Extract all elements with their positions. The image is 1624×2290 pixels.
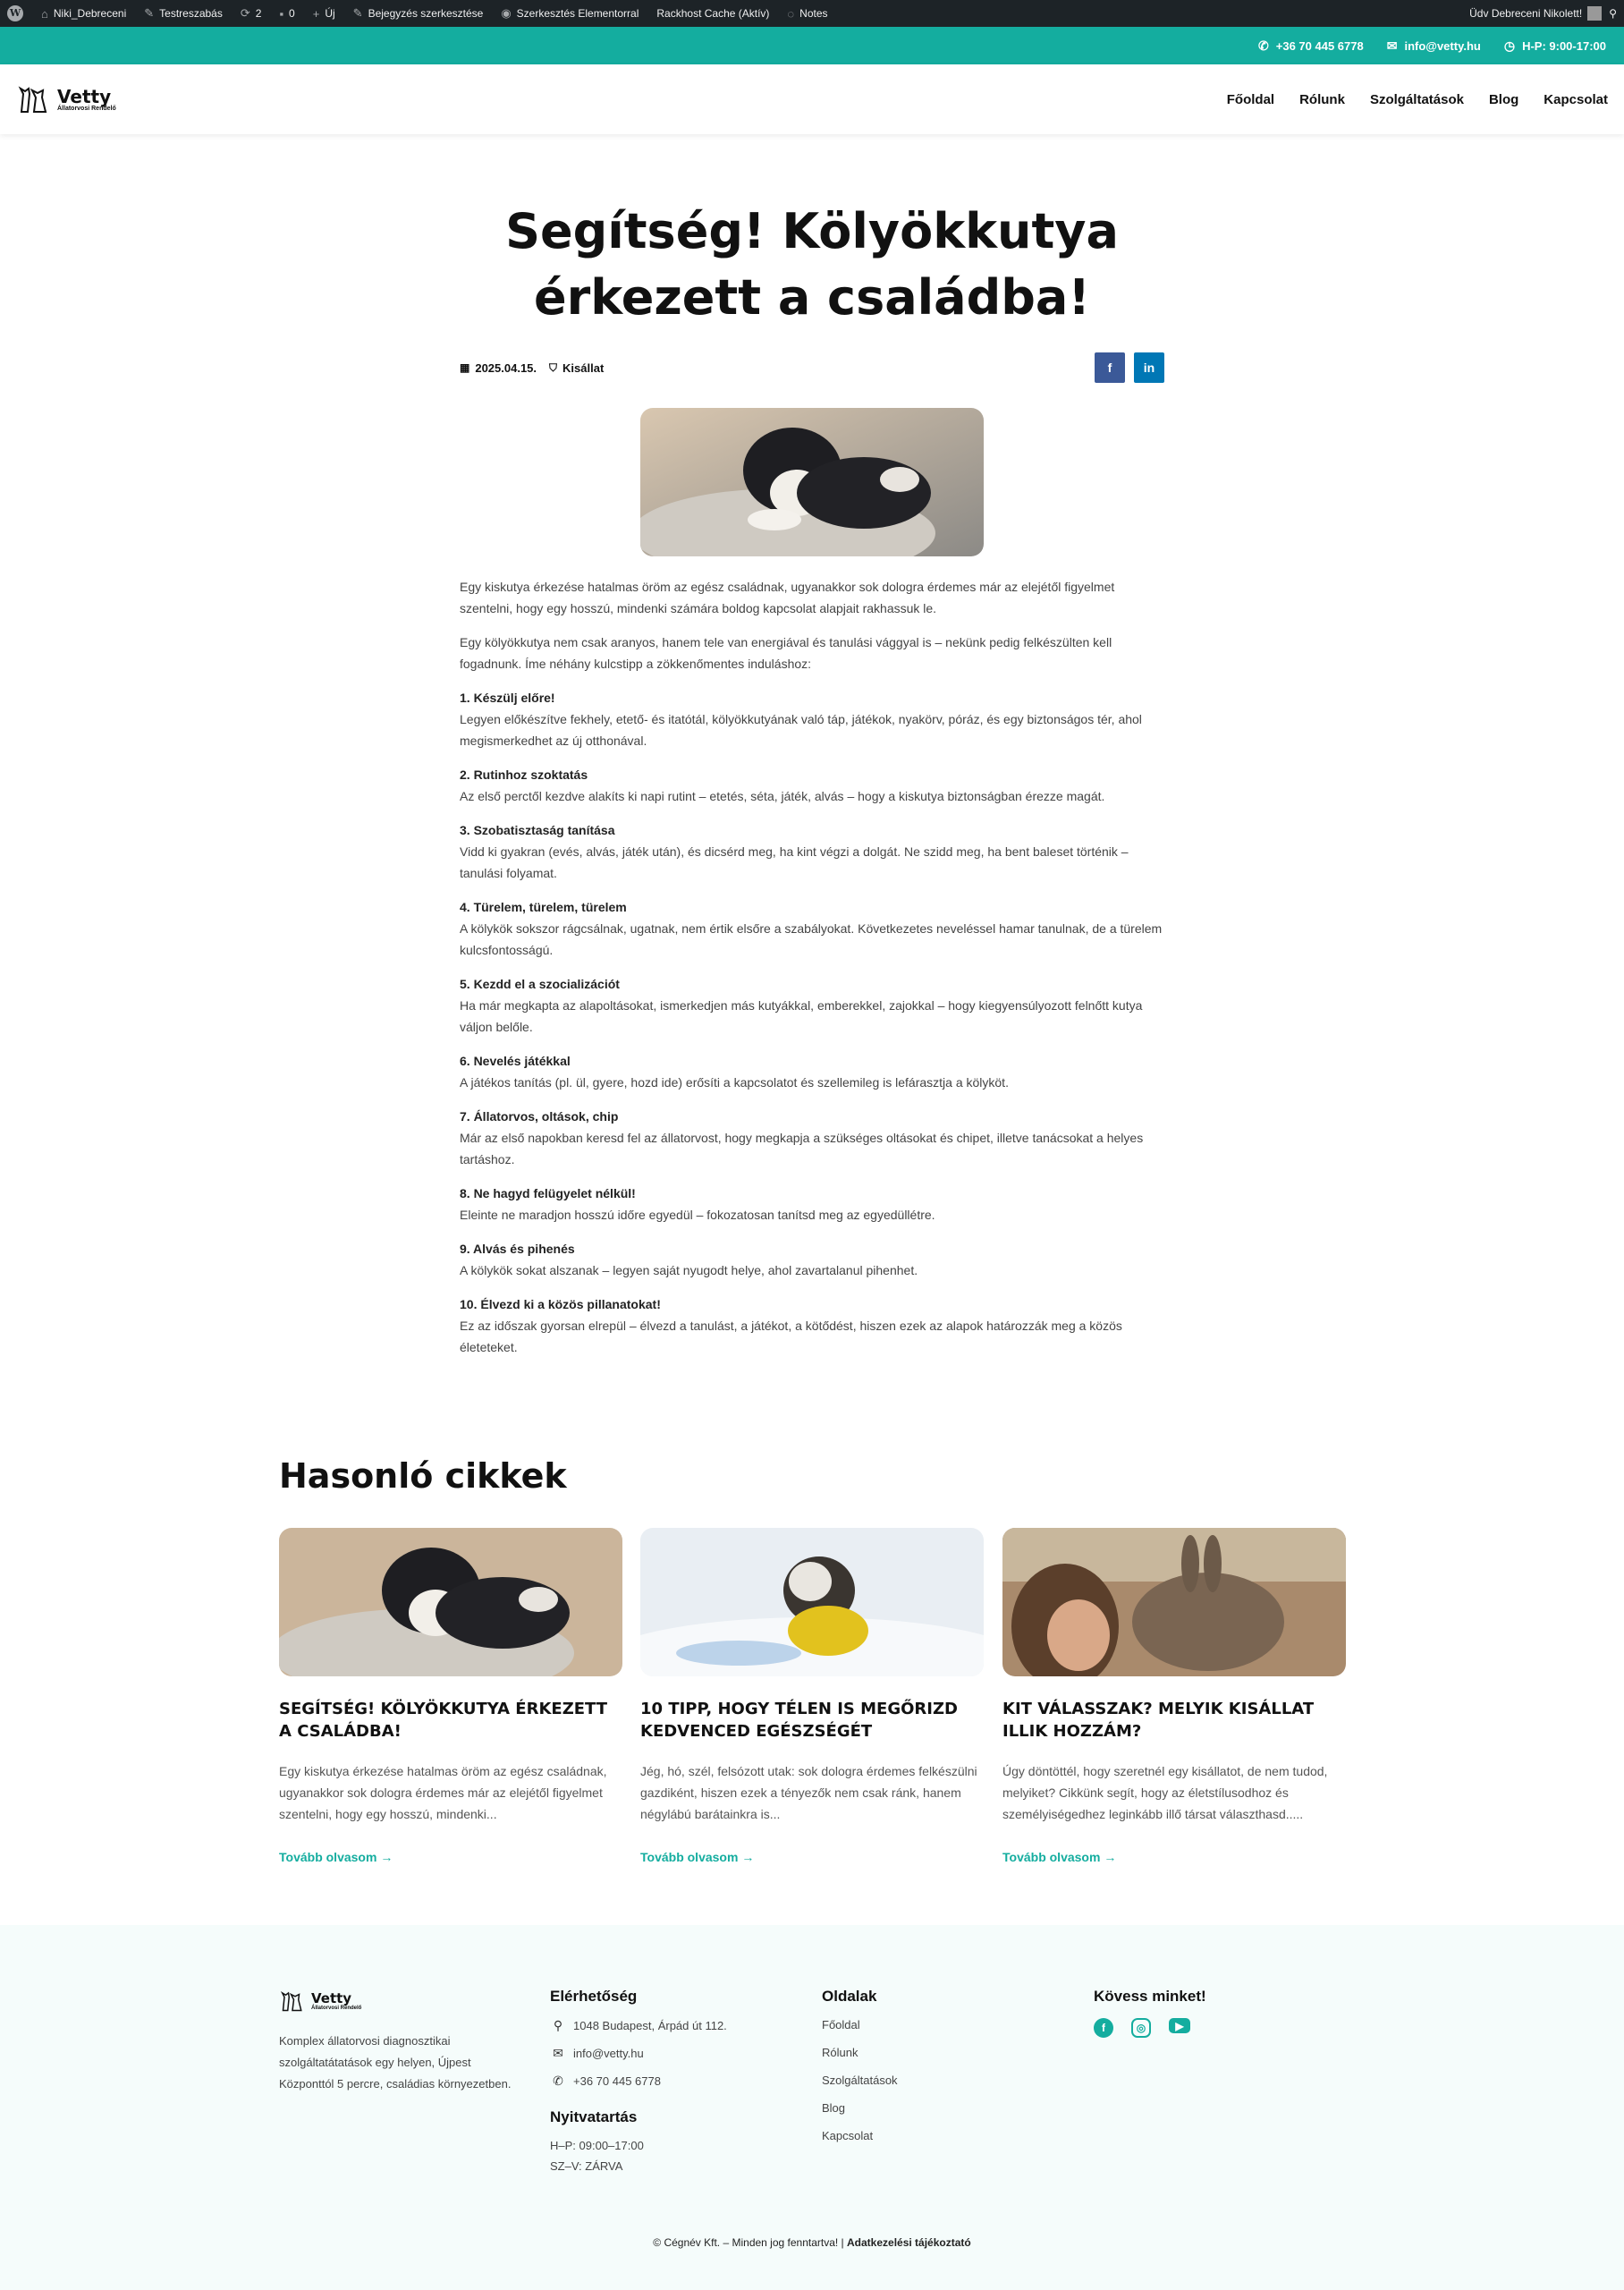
- search-icon[interactable]: ⚲: [1609, 7, 1617, 20]
- envelope-icon: ✉: [1386, 38, 1398, 53]
- logo-name: Vetty: [311, 1989, 352, 2006]
- site-footer: [0, 1925, 1624, 2290]
- footer-follow-heading: Kövess minket!: [1094, 1988, 1206, 2005]
- card-image[interactable]: [279, 1528, 622, 1676]
- facebook-icon: f: [1107, 360, 1112, 375]
- footer-link-kapcsolat[interactable]: Kapcsolat: [822, 2129, 874, 2142]
- footer-pages-heading: Oldalak: [822, 1988, 877, 2005]
- logo-name: Vetty: [57, 85, 112, 107]
- site-logo[interactable]: [16, 81, 116, 117]
- nav-item-kapcsolat[interactable]: Kapcsolat: [1544, 91, 1608, 107]
- dog-cat-logo-icon: [279, 1988, 306, 2014]
- tip-item: 10. Élvezd ki a közös pillanatokat! Ez az időszak gyorsan elrepül – élvezd a tanulást, a játékot, a kötődést, hiszen ezek az alapok határozzák meg a közös életeteket.: [460, 1297, 1122, 1354]
- card-image[interactable]: [640, 1528, 984, 1676]
- dog-in-snow-image: [640, 1528, 984, 1676]
- puppy-image: [640, 408, 984, 556]
- read-more-link[interactable]: Tovább olvasom →: [279, 1850, 393, 1864]
- tip-item: 9. Alvás és pihenés A kölykök sokat alszanak – legyen saját nyugodt helye, ahol zavartalanul pihenhet.: [460, 1242, 918, 1277]
- girl-with-rabbit-image: [1002, 1528, 1346, 1676]
- article-meta: [460, 352, 1164, 384]
- logo-subtitle: Állatorvosi Rendelő: [311, 2005, 362, 2011]
- nav-item-fooldal[interactable]: Főoldal: [1226, 91, 1275, 107]
- admin-edit-post[interactable]: ✎ Bejegyzés szerkesztése: [352, 6, 484, 20]
- read-more-link[interactable]: Tovább olvasom →: [640, 1850, 755, 1864]
- phone-icon: ✆: [1258, 38, 1269, 53]
- topbar-email[interactable]: ✉ info@vetty.hu: [1386, 38, 1481, 53]
- footer-hours-weekday: H–P: 09:00–17:00: [550, 2139, 644, 2152]
- facebook-icon[interactable]: f: [1094, 2018, 1113, 2038]
- admin-notes[interactable]: ◌ Notes: [787, 6, 828, 21]
- footer-address: ⚲ 1048 Budapest, Árpád út 112.: [550, 2018, 727, 2033]
- map-pin-icon: ⚲: [553, 2018, 563, 2032]
- footer-about: [279, 1988, 520, 2095]
- card-title[interactable]: SEGÍTSÉG! KÖLYÖKKUTYA ÉRKEZETT A CSALÁDBA!: [279, 1700, 608, 1741]
- card-excerpt: Egy kiskutya érkezése hatalmas öröm az egész családnak, ugyanakkor sok dologra érdemes már az elejétől figyelmet szentelni, hogy egy hosszú, mindenki...: [279, 1764, 607, 1821]
- brush-icon: ✎: [144, 6, 155, 20]
- footer-hours-weekend: SZ–V: ZÁRVA: [550, 2159, 623, 2173]
- footer-hours-heading: Nyitvatartás: [550, 2108, 638, 2125]
- related-card[interactable]: [1002, 1528, 1346, 1864]
- puppy-image: [279, 1528, 622, 1676]
- card-image[interactable]: [1002, 1528, 1346, 1676]
- admin-updates[interactable]: ⟳ 2: [240, 6, 262, 20]
- tip-item: 3. Szobatisztaság tanítása Vidd ki gyakran (evés, alvás, játék után), és dicsérd meg, ha kint végzi a dolgát. Ne szidd meg, ha bent baleset történik – tanulási folyamat.: [460, 823, 1129, 880]
- nav-item-rolunk[interactable]: Rólunk: [1299, 91, 1345, 107]
- pencil-icon: ✎: [352, 6, 363, 20]
- linkedin-icon: in: [1143, 360, 1155, 375]
- tip-item: 5. Kezdd el a szocializációt Ha már megkapta az alapoltásokat, ismerkedjen más kutyákkal, emberekkel, zajokkal – hogy kiegyensúlyozott felnőtt kutya váljon belőle.: [460, 977, 1143, 1034]
- footer-contact: [550, 1988, 727, 2185]
- footer-link-blog[interactable]: Blog: [822, 2101, 846, 2115]
- footer-about-text: Komplex állatorvosi diagnosztikai szolgáltatátatások egy helyen, Újpest Központtól 5 percre, családias környezetben.: [279, 2034, 512, 2091]
- footer-link-szolgaltatasok[interactable]: Szolgáltatások: [822, 2074, 898, 2087]
- footer-contact-heading: Elérhetőség: [550, 1988, 638, 2005]
- share-buttons: [1086, 352, 1164, 383]
- home-icon: ⌂: [41, 6, 48, 21]
- tip-item: 6. Nevelés játékkal A játékos tanítás (pl. ül, gyere, hozd ide) erősíti a kapcsolatot és szellemileg is lefárasztja a kölyköt.: [460, 1054, 1009, 1090]
- tip-item: 1. Készülj előre! Legyen előkészítve fekhely, etető- és itatótál, kölyökkutyának való táp, játékok, nyakörv, póráz, és egy biztonságos tér, ahol megismerkedhet az új otthonával.: [460, 691, 1142, 748]
- nav-item-szolgaltatasok[interactable]: Szolgáltatások: [1369, 91, 1464, 107]
- article-intro-2: Egy kölyökkutya nem csak aranyos, hanem tele van energiával és tanulási vággyal is – nekünk pedig felkészülten kell fogadnunk. Íme néhány kulcstipp a zökkenőmentes induláshoz:: [460, 635, 1112, 671]
- card-title[interactable]: 10 TIPP, HOGY TÉLEN IS MEGŐRIZD KEDVENCED EGÉSZSÉGÉT: [640, 1700, 958, 1741]
- avatar: [1587, 6, 1602, 21]
- calendar-icon: ▦: [460, 361, 470, 374]
- tip-item: 4. Türelem, türelem, türelem A kölykök sokszor rágcsálnak, ugatnak, nem értik elsőre a szabályokat. Következetes neveléssel hamar tanulnak, de a türelem kulcsfontosságú.: [460, 900, 1163, 957]
- related-heading: Hasonló cikkek: [279, 1456, 567, 1496]
- tip-item: 2. Rutinhoz szoktatás Az első perctől kezdve alakíts ki napi rutint – etetés, séta, játék, alvás – hogy a kiskutya biztonságban érezze magát.: [460, 768, 1105, 803]
- linkedin-share-button[interactable]: [1134, 352, 1164, 383]
- read-more-link[interactable]: Tovább olvasom →: [1002, 1850, 1117, 1864]
- nav-item-blog[interactable]: Blog: [1488, 91, 1519, 107]
- privacy-link[interactable]: Adatkezelési tájékoztató: [847, 2236, 971, 2249]
- footer-social: [1094, 1988, 1208, 2038]
- footer-phone[interactable]: ✆ +36 70 445 6778: [550, 2074, 727, 2089]
- article-intro-1: Egy kiskutya érkezése hatalmas öröm az egész családnak, ugyanakkor sok dologra érdemes már az elejétől figyelmet szentelni, hogy egy hosszú, mindenki számára boldog kapcsolat alapjait rakhassuk le.: [460, 580, 1115, 615]
- phone-icon: ✆: [553, 2074, 563, 2088]
- admin-elementor-edit[interactable]: ◉ Szerkesztés Elementorral: [501, 6, 639, 20]
- article-featured-image: [640, 408, 984, 556]
- article-title: Segítség! Kölyökkutya érkezett a családba!: [505, 203, 1119, 326]
- notes-icon: ◌: [787, 6, 795, 21]
- admin-customize[interactable]: ✎ Testreszabás: [144, 6, 223, 20]
- wordpress-logo-icon[interactable]: W: [7, 5, 23, 21]
- admin-comments[interactable]: ▪ 0: [279, 6, 295, 21]
- footer-link-fooldal[interactable]: Főoldal: [822, 2018, 860, 2031]
- admin-cache[interactable]: Rackhost Cache (Aktív): [656, 7, 770, 20]
- facebook-share-button[interactable]: [1095, 352, 1125, 383]
- card-excerpt: Jég, hó, szél, felsózott utak: sok dologra érdemes felkészülni gazdiként, hiszen ezek a tényezők nem csak ránk, hanem négylábú barátainkra is...: [640, 1764, 977, 1821]
- card-title[interactable]: KIT VÁLASSZAK? MELYIK KISÁLLAT ILLIK HOZZÁM?: [1002, 1700, 1315, 1741]
- footer-logo[interactable]: [279, 1988, 520, 2014]
- article-category[interactable]: ⛉ Kisállat: [549, 360, 605, 375]
- main-nav: [1202, 92, 1608, 107]
- article-content: [460, 576, 1164, 1370]
- wp-admin-bar: [0, 0, 1624, 27]
- copyright: © Cégnév Kft. – Minden jog fenntartva! | Adatkezelési tájékoztató: [653, 2236, 971, 2249]
- site-header: [0, 64, 1624, 134]
- admin-site-name[interactable]: ⌂ Niki_Debreceni: [41, 6, 127, 21]
- footer-link-rolunk[interactable]: Rólunk: [822, 2046, 859, 2059]
- elementor-icon: ◉: [501, 6, 512, 20]
- comment-icon: ▪: [279, 6, 284, 21]
- topbar-phone[interactable]: ✆ +36 70 445 6778: [1258, 38, 1364, 53]
- article-date: ▦ 2025.04.15.: [460, 360, 537, 375]
- tip-item: 8. Ne hagyd felügyelet nélkül! Eleinte ne maradjon hosszú időre egyedül – fokozatosan tanítsd meg az egyedüllétre.: [460, 1186, 935, 1222]
- contact-top-bar: [0, 27, 1624, 64]
- footer-email[interactable]: ✉ info@vetty.hu: [550, 2046, 727, 2061]
- updates-icon: ⟳: [240, 6, 250, 20]
- related-card[interactable]: [640, 1528, 984, 1864]
- instagram-icon[interactable]: ◎: [1131, 2018, 1151, 2038]
- envelope-icon: ✉: [553, 2046, 563, 2060]
- tip-item: 7. Állatorvos, oltások, chip Már az első napokban keresd fel az állatorvost, hogy megkapja a szükséges oltásokat és chipet, illetve tanácsokat a helyes tartáshoz.: [460, 1109, 1144, 1166]
- clock-icon: ◷: [1503, 38, 1516, 53]
- card-excerpt: Úgy döntöttél, hogy szeretnél egy kisállatot, de nem tudod, melyiket? Cikkünk segít, hogy az életstílusodhoz és személyiségedhez leginkább illő társat választhasd.....: [1002, 1764, 1328, 1821]
- youtube-icon[interactable]: ▶: [1169, 2018, 1190, 2033]
- footer-pages: [822, 1988, 898, 2157]
- related-card[interactable]: [279, 1528, 622, 1864]
- logo-subtitle: Állatorvosi Rendelő: [57, 105, 116, 112]
- admin-account[interactable]: Üdv Debreceni Nikolett!: [1469, 6, 1602, 21]
- admin-new[interactable]: + Új: [312, 6, 335, 21]
- topbar-hours: ◷ H-P: 9:00-17:00: [1503, 38, 1606, 53]
- tag-icon: ⛉: [549, 360, 558, 374]
- plus-icon: +: [312, 6, 320, 21]
- dog-cat-logo-icon: [16, 81, 52, 117]
